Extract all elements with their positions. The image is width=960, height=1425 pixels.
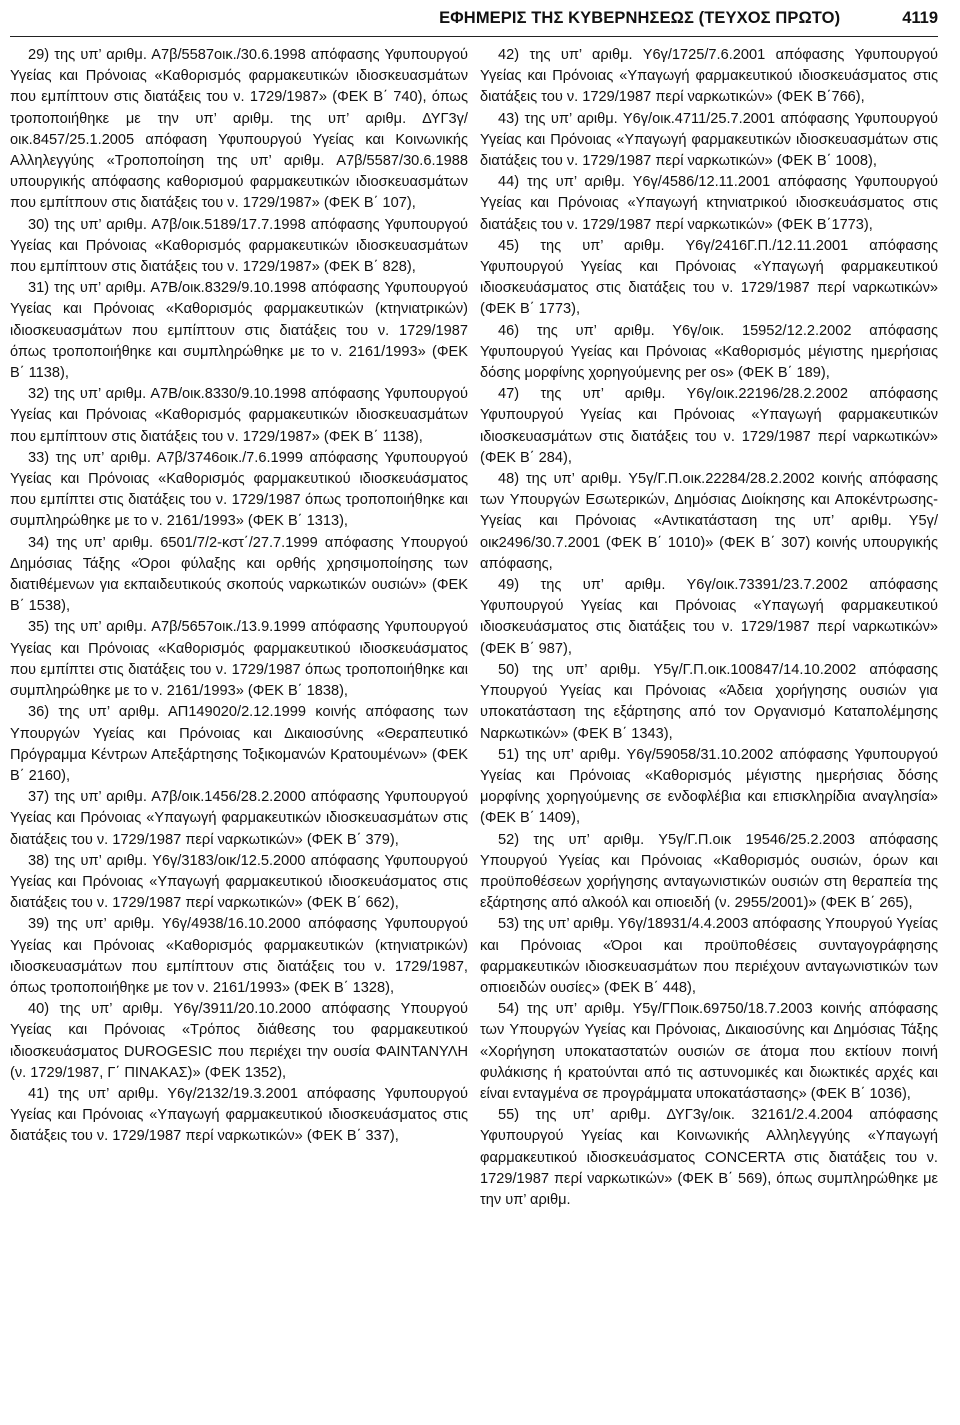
list-item: 53) της υπ’ αριθμ. Υ6γ/18931/4.4.2003 απόφασης Υπουργού Υγείας και Πρόνοιας «Όροι και προϋποθέσεις συνταγογράφησης φαρμακευτικών ιδιοσκευασμάτων που περιέχουν ανταγωνιστικών των οπιοειδών ουσίες» (ΦΕΚ Β΄ 448), bbox=[480, 916, 938, 996]
list-item: 44) της υπ’ αριθμ. Υ6γ/4586/12.11.2001 απόφασης Υφυπουργού Υγείας και Πρόνοιας «Υπαγωγή κτηνιατρικού ιδιοσκευάσματος στις διατάξεις του ν. 1729/1987 περί ναρκωτικών» (ΦΕΚ Β΄1773), bbox=[480, 174, 938, 233]
list-item: 37) της υπ’ αριθμ. Α7β/οικ.1456/28.2.2000 απόφασης Υφυπουργού Υγείας και Πρόνοιας «Υπαγωγή φαρμακευτικών ιδιοσκευασμάτων στις διατάξεις του ν. 1729/1987 περί ναρκωτικών» (ΦΕΚ Β΄ 379), bbox=[10, 789, 468, 848]
list-item: 34) της υπ’ αριθμ. 6501/7/2-κστ΄/27.7.1999 απόφασης Υπουργού Δημόσιας Τάξης «Όροι φύλαξης και ορθής χρησιμοποίησης των διατιθέμενων για εκπαιδευτικούς σκοπούς ναρκωτικών ουσιών» (ΦΕΚ Β΄ 1538), bbox=[10, 534, 468, 615]
list-item: 54) της υπ’ αριθμ. Υ5γ/ΓΠοικ.69750/18.7.2003 κοινής απόφασης των Υπουργών Υγείας και Πρόνοιας, Δικαιοσύνης και Δημόσιας Τάξης «Χορήγηση υποκαταστατών ουσιών σε άτομα που εκτίουν ποινή φυλάκισης ή κρατούνται από τις αστυνομικές και διωκτικές αρχές και είναι ενταγμένα σε προγράμματα υποκατάστασης» (ΦΕΚ Β΄ 1036), bbox=[480, 1001, 938, 1102]
list-item: 52) της υπ’ αριθμ. Υ5γ/Γ.Π.οικ 19546/25.2.2003 απόφασης Υπουργού Υγείας και Πρόνοιας «Καθορισμός ουσιών, όρων και προϋποθέσεων χορήγησης ανταγωνιστικών ουσιών στη θεραπεία της εξάρτησης από αλκοόλ και οπιοειδή (ν. 2955/2001)» (ΦΕΚ Β΄ 265), bbox=[480, 831, 938, 912]
list-item: 32) της υπ’ αριθμ. Α7Β/οικ.8330/9.10.1998 απόφασης Υφυπουργού Υγείας και Πρόνοιας «Καθορισμός φαρμακευτικών ιδιοσκευασμάτων που εμπίπτουν στις διατάξεις του ν. 1729/1987» (ΦΕΚ Β΄ 1138), bbox=[10, 386, 468, 445]
list-item: 36) της υπ’ αριθμ. ΑΠ149020/2.12.1999 κοινής απόφασης των Υπουργών Υγείας και Πρόνοιας και Δικαιοσύνης «Θεραπευτικό Πρόγραμμα Κέντρων Απεξάρτησης Τοξικομανών Κρατουμένων» (ΦΕΚ Β΄ 2160), bbox=[10, 704, 468, 784]
list-item: 38) της υπ’ αριθμ. Υ6γ/3183/οικ/12.5.2000 απόφασης Υφυπουργού Υγείας και Πρόνοιας «Υπαγωγή φαρμακευτικού ιδιοσκευάσματος στις διατάξεις του ν. 1729/1987 περί ναρκωτικών» (ΦΕΚ Β΄ 662), bbox=[10, 852, 468, 912]
list-item: 42) της υπ’ αριθμ. Υ6γ/1725/7.6.2001 απόφασης Υφυπουργού Υγείας και Πρόνοιας «Υπαγωγή φαρμακευτικού ιδιοσκευάσματος στις διατάξεις του ν. 1729/1987 περί ναρκωτικών» (ΦΕΚ Β΄766), bbox=[480, 47, 938, 106]
page-header bbox=[10, 0, 938, 37]
list-item: 39) της υπ’ αριθμ. Υ6γ/4938/16.10.2000 απόφασης Υφυπουργού Υγείας και Πρόνοιας «Καθορισμός φαρμακευτικών (κτηνιατρικών) ιδιοσκευασμάτων που εμπίπτουν στις διατάξεις του ν. 1729/1987, όπως τροποποιήθηκε με τον ν. 2161/1993» (ΦΕΚ Β΄ 1328), bbox=[10, 916, 468, 996]
list-item: 47) της υπ’ αριθμ. Υ6γ/οικ.22196/28.2.2002 απόφασης Υφυπουργού Υγείας και Πρόνοιας «Υπαγωγή φαρμακευτικών ιδιοσκευασμάτων στις διατάξεις του ν. 1729/1987 περί ναρκωτικών» (ΦΕΚ Β΄ 284), bbox=[480, 386, 938, 466]
list-item: 49) της υπ’ αριθμ. Υ6γ/οικ.73391/23.7.2002 απόφασης Υφυπουργού Υγείας και Πρόνοιας «Υπαγωγή φαρμακευτικού ιδιοσκευάσματος στις διατάξεις του ν. 1729/1987 περί ναρκωτικών» (ΦΕΚ Β΄ 987), bbox=[480, 577, 938, 657]
list-item: 29) της υπ’ αριθμ. Α7β/5587οικ./30.6.1998 απόφασης Υφυπουργού Υγείας και Πρόνοιας «Καθορισμός φαρμακευτικών ιδιοσκευασμάτων που εμπίπτουν στις διατάξεις του ν. 1729/1987» (ΦΕΚ Β΄ 740), όπως τροποποιήθηκε με την υπ’ αριθμ. της υπ’ αριθμ. ΔΥΓ3γ/οικ.8457/25.1.2005 απόφαση Υφυπουργού Υγείας και Κοινωνικής Αλληλεγγύης «Τροποποίηση της υπ’ αριθμ. Α7β/5587/30.6.1988 υπουργικής απόφασης καθορισμού φαρμακευτικών ιδιοσκευασμάτων που εμπίτπουν στις διατάξεις του ν. 1729/1987» (ΦΕΚ Β΄ 107), bbox=[10, 47, 468, 212]
page-number: 4119 bbox=[902, 8, 938, 27]
list-item: 31) της υπ’ αριθμ. Α7Β/οικ.8329/9.10.1998 απόφασης Υφυπουργού Υγείας και Πρόνοιας «Καθορισμός φαρμακευτικών (κτηνιατρικών) ιδιοσκευασμάτων που εμπίπτουν στις διατάξεις του ν. 1729/1987 όπως τροποποιήθηκε και συμπληρώθηκε με το ν. 2161/1993» (ΦΕΚ Β΄ 1138), bbox=[10, 280, 468, 382]
list-item: 51) της υπ’ αριθμ. Υ6γ/59058/31.10.2002 απόφασης Υφυπουργού Υγείας και Πρόνοιας «Καθορισμός μέγιστης ημερήσιας δόσης μορφίνης χορηγούμενης σε ενδοφλέβια και επισκληρίδια αναγλησία» (ΦΕΚ Β΄ 1409), bbox=[480, 746, 938, 827]
list-item: 33) της υπ’ αριθμ. Α7β/3746οικ./7.6.1999 απόφασης Υφυπουργού Υγείας και Πρόνοιας «Καθορισμός φαρμακευτικού ιδιοσκευάσματος που εμπίπτει στις διατάξεις του ν. 1729/1987 όπως τροποποιήθηκε και συμπληρώθηκε με το ν. 2161/1993» (ΦΕΚ Β΄ 1313), bbox=[10, 449, 468, 530]
text-columns bbox=[10, 45, 938, 1211]
list-item: 43) της υπ’ αριθμ. Υ6γ/οικ.4711/25.7.2001 απόφασης Υφυπουργού Υγείας και Πρόνοιας «Υπαγωγή φαρμακευτικών ιδιοσκευασμάτων στις διατάξεις του ν. 1729/1987 περί ναρκωτικών» (ΦΕΚ Β΄ 1008), bbox=[480, 110, 938, 170]
list-item: 41) της υπ’ αριθμ. Υ6γ/2132/19.3.2001 απόφασης Υφυπουργού Υγείας και Πρόνοιας «Υπαγωγή φαρμακευτικού ιδιοσκευάσματος στις διατάξεις του ν. 1729/1987 περί ναρκωτικών» (ΦΕΚ Β΄ 337), bbox=[10, 1085, 468, 1145]
left-column bbox=[10, 45, 468, 1211]
list-item: 50) της υπ’ αριθμ. Υ5γ/Γ.Π.οικ.100847/14.10.2002 απόφασης Υπουργού Υγείας και Πρόνοιας «Άδεια χορήγησης ουσιών για υποκατάσταση της εξάρτησης από τον Οργανισμό Καταπολέμησης Ναρκωτικών» (ΦΕΚ Β΄ 1343), bbox=[480, 661, 938, 742]
right-column bbox=[480, 45, 938, 1211]
list-item: 45) της υπ’ αριθμ. Υ6γ/2416Γ.Π./12.11.2001 απόφασης Υφυπουργού Υγείας και Πρόνοιας «Υπαγωγή φαρμακευτικού ιδιοσκευάσματος στις διατάξεις του ν. 1729/1987 περί ναρκωτικών» (ΦΕΚ Β΄ 1773), bbox=[480, 237, 938, 318]
gazette-title: ΕΦΗΜΕΡΙΣ ΤΗΣ ΚΥΒΕΡΝΗΣΕΩΣ (ΤΕΥΧΟΣ ΠΡΩΤΟ) bbox=[439, 8, 841, 27]
list-item: 46) της υπ’ αριθμ. Υ6γ/οικ. 15952/12.2.2002 απόφασης Υφυπουργού Υγείας και Πρόνοιας «Καθορισμός μέγιστης ημερήσιας δόσης μορφίνης χορηγούμενης per os» (ΦΕΚ Β΄ 189), bbox=[480, 322, 938, 382]
list-item: 35) της υπ’ αριθμ. Α7β/5657οικ./13.9.1999 απόφασης Υφυπουργού Υγείας και Πρόνοιας «Καθορισμός φαρμακευτικού ιδιοσκευάσματος που εμπίπτει στις διατάξεις του ν. 1729/1987 όπως τροποποιήθηκε και συμπληρώθηκε με το ν. 2161/1993» (ΦΕΚ Β΄ 1838), bbox=[10, 619, 468, 700]
list-item: 55) της υπ’ αριθμ. ΔΥΓ3γ/οικ. 32161/2.4.2004 απόφασης Υφυπουργού Υγείας και Κοινωνικής Αλληλεγγύης «Υπαγωγή φαρμακευτικού ιδιοσκευάσματος CONCERTA στις διατάξεις του ν. 1729/1987 περί ναρκωτικών» (ΦΕΚ Β΄ 569), όπως συμπληρώθηκε με την υπ’ αριθμ. bbox=[480, 1107, 938, 1208]
list-item: 30) της υπ’ αριθμ. Α7β/οικ.5189/17.7.1998 απόφασης Υφυπουργού Υγείας και Πρόνοιας «Καθορισμός φαρμακευτικών ιδιοσκευασμάτων που εμπίπτουν στις διατάξεις του ν. 1729/1987» (ΦΕΚ Β΄ 828), bbox=[10, 216, 468, 276]
list-item: 48) της υπ’ αριθμ. Υ5γ/Γ.Π.οικ.22284/28.2.2002 κοινής απόφασης των Υπουργών Εσωτερικών, Δημόσιας Διοίκησης και Αποκέντρωσης-Υγείας και Πρόνοιας «Αντικατάσταση της υπ’ αριθμ. Υ5γ/οικ2496/30.7.2001 (ΦΕΚ Β΄ 1010)» (ΦΕΚ Β΄ 307) κοινής υπουργικής απόφασης, bbox=[480, 471, 938, 572]
list-item: 40) της υπ’ αριθμ. Υ6γ/3911/20.10.2000 απόφασης Υπουργού Υγείας και Πρόνοιας «Τρόπος διάθεσης του φαρμακευτικού ιδιοσκευάσματος DUROGESIC που περιέχει την ουσία ΦΑΙΝΤΑΝΥΛΗ (ν. 1729/1987, Γ΄ ΠΙΝΑΚΑΣ)» (ΦΕΚ 1352), bbox=[10, 1001, 468, 1081]
